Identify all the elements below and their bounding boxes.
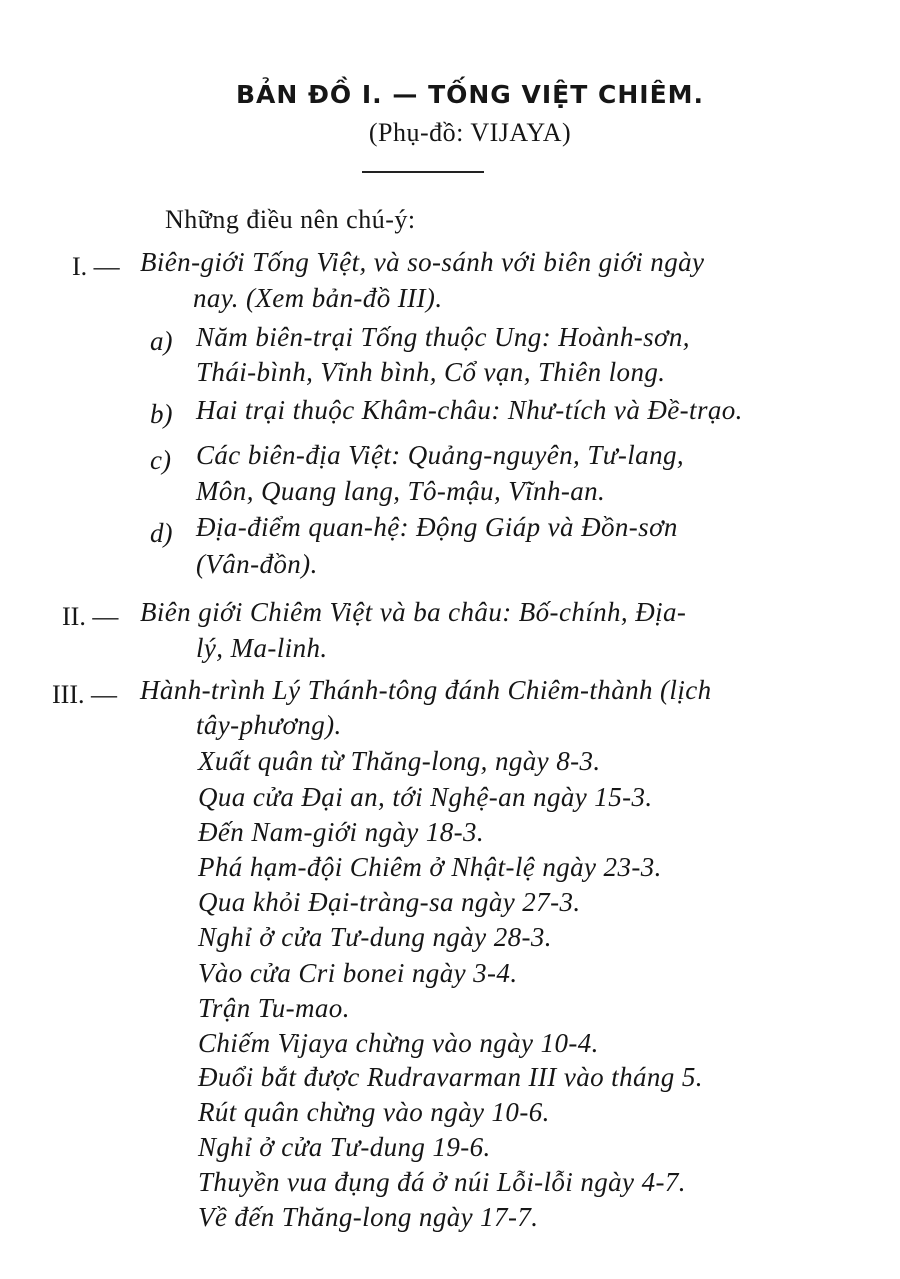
itinerary-event: Chiếm Vijaya chừng vào ngày 10-4. [198,1028,599,1058]
section-text-line: Hành-trình Lý Thánh-tông đánh Chiêm-thành (lịch [140,675,712,705]
item-letter: c) [150,445,171,475]
itinerary-event: Rút quân chừng vào ngày 10-6. [198,1097,550,1127]
itinerary-event: Xuất quân từ Thăng-long, ngày 8-3. [198,746,601,776]
section-number: I. — [72,252,120,281]
itinerary-event: Vào cửa Cri bonei ngày 3-4. [198,958,518,988]
item-text-line: Hai trại thuộc Khâm-châu: Như-tích và Đề-trạo. [196,395,743,425]
item-letter: a) [150,326,173,356]
item-text-line: Năm biên-trại Tống thuộc Ung: Hoành-sơn, [196,322,690,352]
item-letter: b) [150,399,173,429]
page-subtitle: (Phụ-đồ: VIJAYA) [368,118,572,147]
item-text-line: Các biên-địa Việt: Quảng-nguyên, Tư-lang, [196,440,685,470]
itinerary-event: Nghỉ ở cửa Tư-dung ngày 28-3. [198,922,552,952]
itinerary-event: Qua khỏi Đại-tràng-sa ngày 27-3. [198,887,581,917]
item-text-line: Địa-điểm quan-hệ: Động Giáp và Đồn-sơn [196,512,678,542]
section-text-line: Biên-giới Tống Việt, và so-sánh với biên giới ngày [140,247,705,277]
item-text-line: Thái-bình, Vĩnh bình, Cổ vạn, Thiên long. [196,357,666,387]
itinerary-event: Thuyền vua đụng đá ở núi Lỗi-lỗi ngày 4-7. [198,1167,686,1197]
title-divider [362,171,484,173]
section-number: III. — [52,680,117,709]
page-title: BẢN ĐỒ I. — TỐNG VIỆT CHIÊM. [235,80,705,109]
section-number: II. — [62,602,119,631]
section-text-line: tây-phương). [196,710,342,740]
itinerary-event: Trận Tu-mao. [198,993,350,1023]
itinerary-event: Về đến Thăng-long ngày 17-7. [198,1202,539,1232]
item-text-line: (Vân-đồn). [196,549,318,579]
item-letter: d) [150,518,173,548]
item-text-line: Môn, Quang lang, Tô-mậu, Vĩnh-an. [196,476,606,506]
section-text-line: lý, Ma-linh. [196,633,328,663]
itinerary-event: Đến Nam-giới ngày 18-3. [198,817,485,847]
itinerary-event: Nghỉ ở cửa Tư-dung 19-6. [198,1132,491,1162]
section-text-line: Biên giới Chiêm Việt và ba châu: Bố-chính, Địa- [140,597,687,627]
itinerary-event: Đuổi bắt được Rudravarman III vào tháng 5. [198,1062,703,1092]
itinerary-event: Phá hạm-đội Chiêm ở Nhật-lệ ngày 23-3. [198,852,662,882]
itinerary-event: Qua cửa Đại an, tới Nghệ-an ngày 15-3. [198,782,653,812]
section-text-line: nay. (Xem bản-đồ III). [193,283,443,313]
notes-intro: Những điều nên chú-ý: [165,205,416,234]
